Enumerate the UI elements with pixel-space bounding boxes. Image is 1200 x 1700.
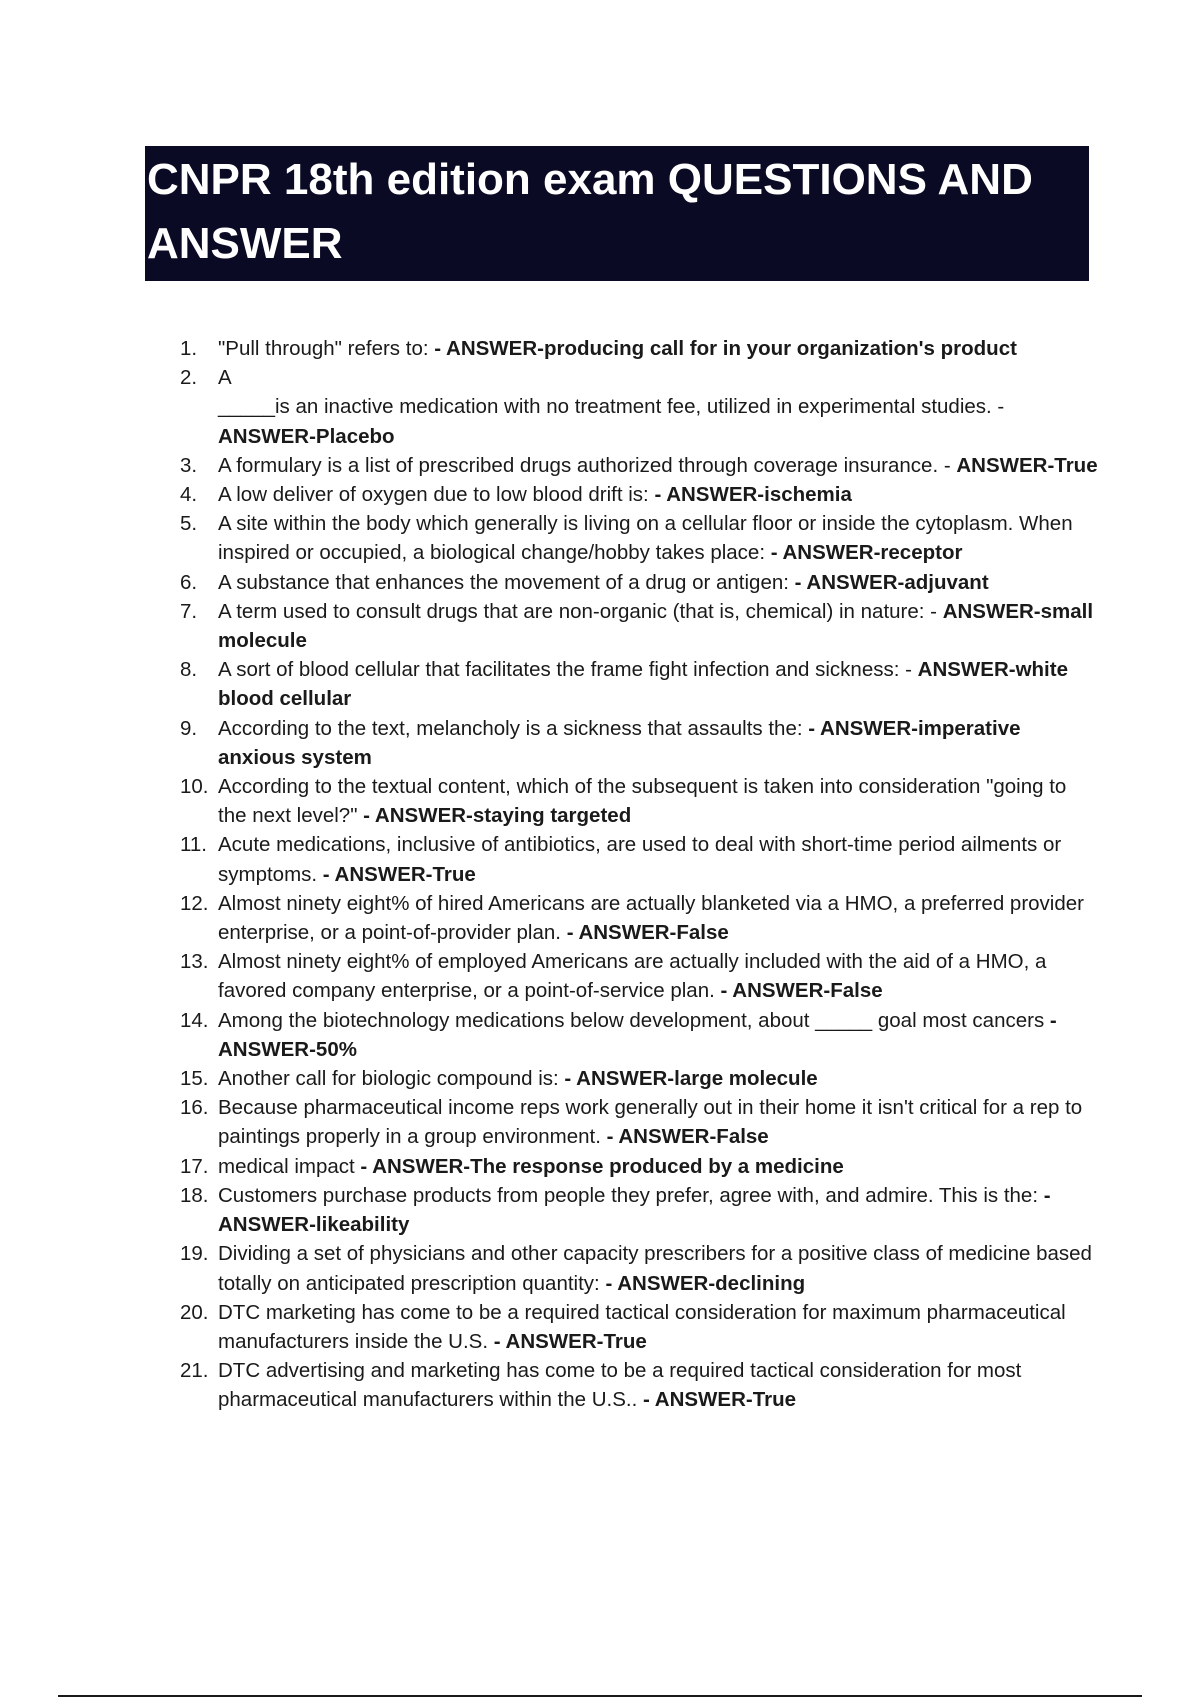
question-text: Among the biotechnology medications below development, about _____ goal most cancers — [218, 1008, 1050, 1032]
qa-text — [218, 454, 1098, 477]
qa-item — [180, 1152, 1100, 1181]
answer-text: - ANSWER-large molecule — [564, 1067, 818, 1091]
qa-text — [218, 1096, 1082, 1148]
qa-text — [218, 1155, 844, 1178]
qa-item — [180, 1093, 1100, 1151]
qa-text — [218, 600, 1093, 652]
question-text: A low deliver of oxygen due to low blood drift is: — [218, 483, 655, 507]
title-banner — [145, 146, 1089, 281]
qa-item — [180, 451, 1100, 480]
answer-text: - ANSWER-False — [566, 921, 729, 945]
answer-text: - ANSWER-50% — [218, 1008, 1057, 1061]
qa-item — [180, 1181, 1100, 1239]
qa-text — [218, 717, 1021, 769]
qa-item — [180, 1006, 1100, 1064]
qa-text — [218, 483, 852, 506]
qa-text — [218, 1242, 1092, 1294]
question-text: "Pull through" refers to: — [218, 337, 435, 360]
qa-text — [218, 1359, 1021, 1411]
qa-text — [218, 892, 1084, 944]
question-text: DTC advertising and marketing has come to be a required tactical consideration for most pharmaceutical manufacturers within the U.S.. — [218, 1359, 1022, 1412]
qa-text — [218, 658, 1068, 710]
qa-number: 18. — [180, 1183, 209, 1207]
answer-text: - ANSWER-receptor — [770, 541, 963, 565]
answer-text: - ANSWER-False — [720, 979, 883, 1003]
answer-text: ANSWER-True — [956, 453, 1098, 477]
question-text: According to the textual content, which of the subsequent is taken into consideration "going to the next level?" — [218, 775, 1067, 828]
question-text: A _____is an inactive medication with no treatment fee, utilized in experimental studies. - — [218, 366, 1005, 419]
qa-number: 8. — [180, 658, 198, 682]
answer-text: - ANSWER-True — [643, 1388, 796, 1412]
qa-item — [180, 830, 1100, 888]
qa-text — [218, 571, 989, 594]
answer-text: - ANSWER-False — [606, 1125, 769, 1149]
question-text: A formulary is a list of prescribed drugs authorized through coverage insurance. - — [218, 453, 957, 477]
answer-text: - ANSWER-producing call for in your organization's product — [434, 337, 1017, 360]
question-text: Almost ninety eight% of hired Americans are actually blanketed via a HMO, a preferred provider enterprise, or a point-of-provider plan. — [218, 891, 1084, 945]
qa-text — [218, 337, 1017, 360]
qa-item — [180, 480, 1100, 509]
qa-text — [218, 366, 1004, 447]
qa-item — [180, 1298, 1100, 1356]
qa-number: 12. — [180, 891, 209, 915]
question-text: Because pharmaceutical income reps work generally out in their home it isn't critical for a rep to paintings properly in a group environment. — [218, 1096, 1083, 1149]
qa-text — [218, 1184, 1051, 1236]
qa-item — [180, 714, 1100, 772]
question-text: Acute medications, inclusive of antibiotics, are used to deal with short-time period ailments or symptoms. — [218, 833, 1062, 886]
page-title: CNPR 18th edition exam QUESTIONS AND ANSWER — [147, 155, 1033, 268]
question-text: A site within the body which generally is living on a cellular floor or inside the cytoplasm. When inspired or occupied, a biological change/hobby takes place: — [218, 512, 1073, 565]
question-text: Customers purchase products from people they prefer, agree with, and admire. This is the: — [218, 1183, 1044, 1207]
qa-item — [180, 568, 1100, 597]
qa-number: 21. — [180, 1359, 209, 1383]
qa-item — [180, 597, 1100, 655]
qa-item — [180, 509, 1100, 567]
qa-item — [180, 334, 1100, 363]
qa-number: 9. — [180, 716, 198, 740]
qa-item — [180, 947, 1100, 1005]
qa-number: 19. — [180, 1242, 209, 1266]
qa-number: 15. — [180, 1067, 209, 1091]
answer-text: - ANSWER-staying targeted — [363, 804, 632, 828]
qa-number: 11. — [180, 833, 207, 857]
qa-text — [218, 1067, 818, 1090]
answer-text: ANSWER-Placebo — [218, 424, 395, 448]
qa-number: 4. — [180, 483, 198, 507]
qa-text — [218, 1009, 1057, 1061]
question-text: Another call for biologic compound is: — [218, 1067, 565, 1091]
qa-item — [180, 655, 1100, 713]
qa-number: 2. — [180, 366, 198, 390]
footer-divider — [58, 1695, 1142, 1697]
answer-text: - ANSWER-adjuvant — [794, 570, 989, 594]
answer-text: - ANSWER-likeability — [218, 1183, 1051, 1237]
qa-item — [180, 1239, 1100, 1297]
question-text: A sort of blood cellular that facilitates the frame fight infection and sickness: - — [218, 658, 918, 682]
question-text: A term used to consult drugs that are non-organic (that is, chemical) in nature: - — [218, 599, 943, 623]
question-text: Almost ninety eight% of employed Americans are actually included with the aid of a HMO, a favored company enterprise, or a point-of-service plan. — [218, 950, 1047, 1003]
answer-text: - ANSWER-True — [322, 862, 476, 886]
answer-text: ANSWER-small molecule — [218, 599, 1094, 653]
qa-text — [218, 833, 1061, 885]
qa-number: 5. — [180, 512, 198, 536]
answer-text: - ANSWER-ischemia — [654, 483, 852, 507]
qa-number: 13. — [180, 950, 209, 974]
qa-list — [180, 334, 1100, 1415]
qa-number: 16. — [180, 1096, 209, 1120]
qa-item — [180, 772, 1100, 830]
qa-text — [218, 1301, 1066, 1353]
answer-text: - ANSWER-True — [493, 1329, 647, 1353]
qa-number: 3. — [180, 453, 198, 477]
qa-number: 17. — [180, 1154, 209, 1178]
question-text: A substance that enhances the movement of a drug or antigen: — [218, 570, 795, 594]
answer-text: ANSWER-white blood cellular — [218, 658, 1068, 711]
question-text: DTC marketing has come to be a required tactical consideration for maximum pharmaceutical manufacturers inside the U.S. — [218, 1300, 1066, 1353]
qa-text — [218, 775, 1066, 827]
qa-text — [218, 950, 1046, 1002]
qa-number: 10. — [180, 775, 209, 799]
qa-number: 20. — [180, 1300, 209, 1324]
question-text: Dividing a set of physicians and other capacity prescribers for a positive class of medicine based totally on anticipated prescription quantity: — [218, 1242, 1092, 1295]
question-text: medical impact — [218, 1154, 361, 1178]
qa-number: 1. — [180, 337, 198, 360]
qa-number: 6. — [180, 570, 198, 594]
answer-text: - ANSWER-imperative anxious system — [218, 716, 1021, 769]
answer-text: - ANSWER-The response produced by a medicine — [360, 1154, 844, 1178]
qa-text — [218, 512, 1073, 564]
question-text: According to the text, melancholy is a sickness that assaults the: — [218, 716, 809, 740]
answer-text: - ANSWER-declining — [605, 1271, 806, 1295]
qa-number: 14. — [180, 1008, 209, 1032]
qa-item — [180, 1064, 1100, 1093]
qa-item — [180, 1356, 1100, 1414]
qa-number: 7. — [180, 599, 198, 623]
qa-item — [180, 363, 1100, 451]
qa-item — [180, 889, 1100, 947]
